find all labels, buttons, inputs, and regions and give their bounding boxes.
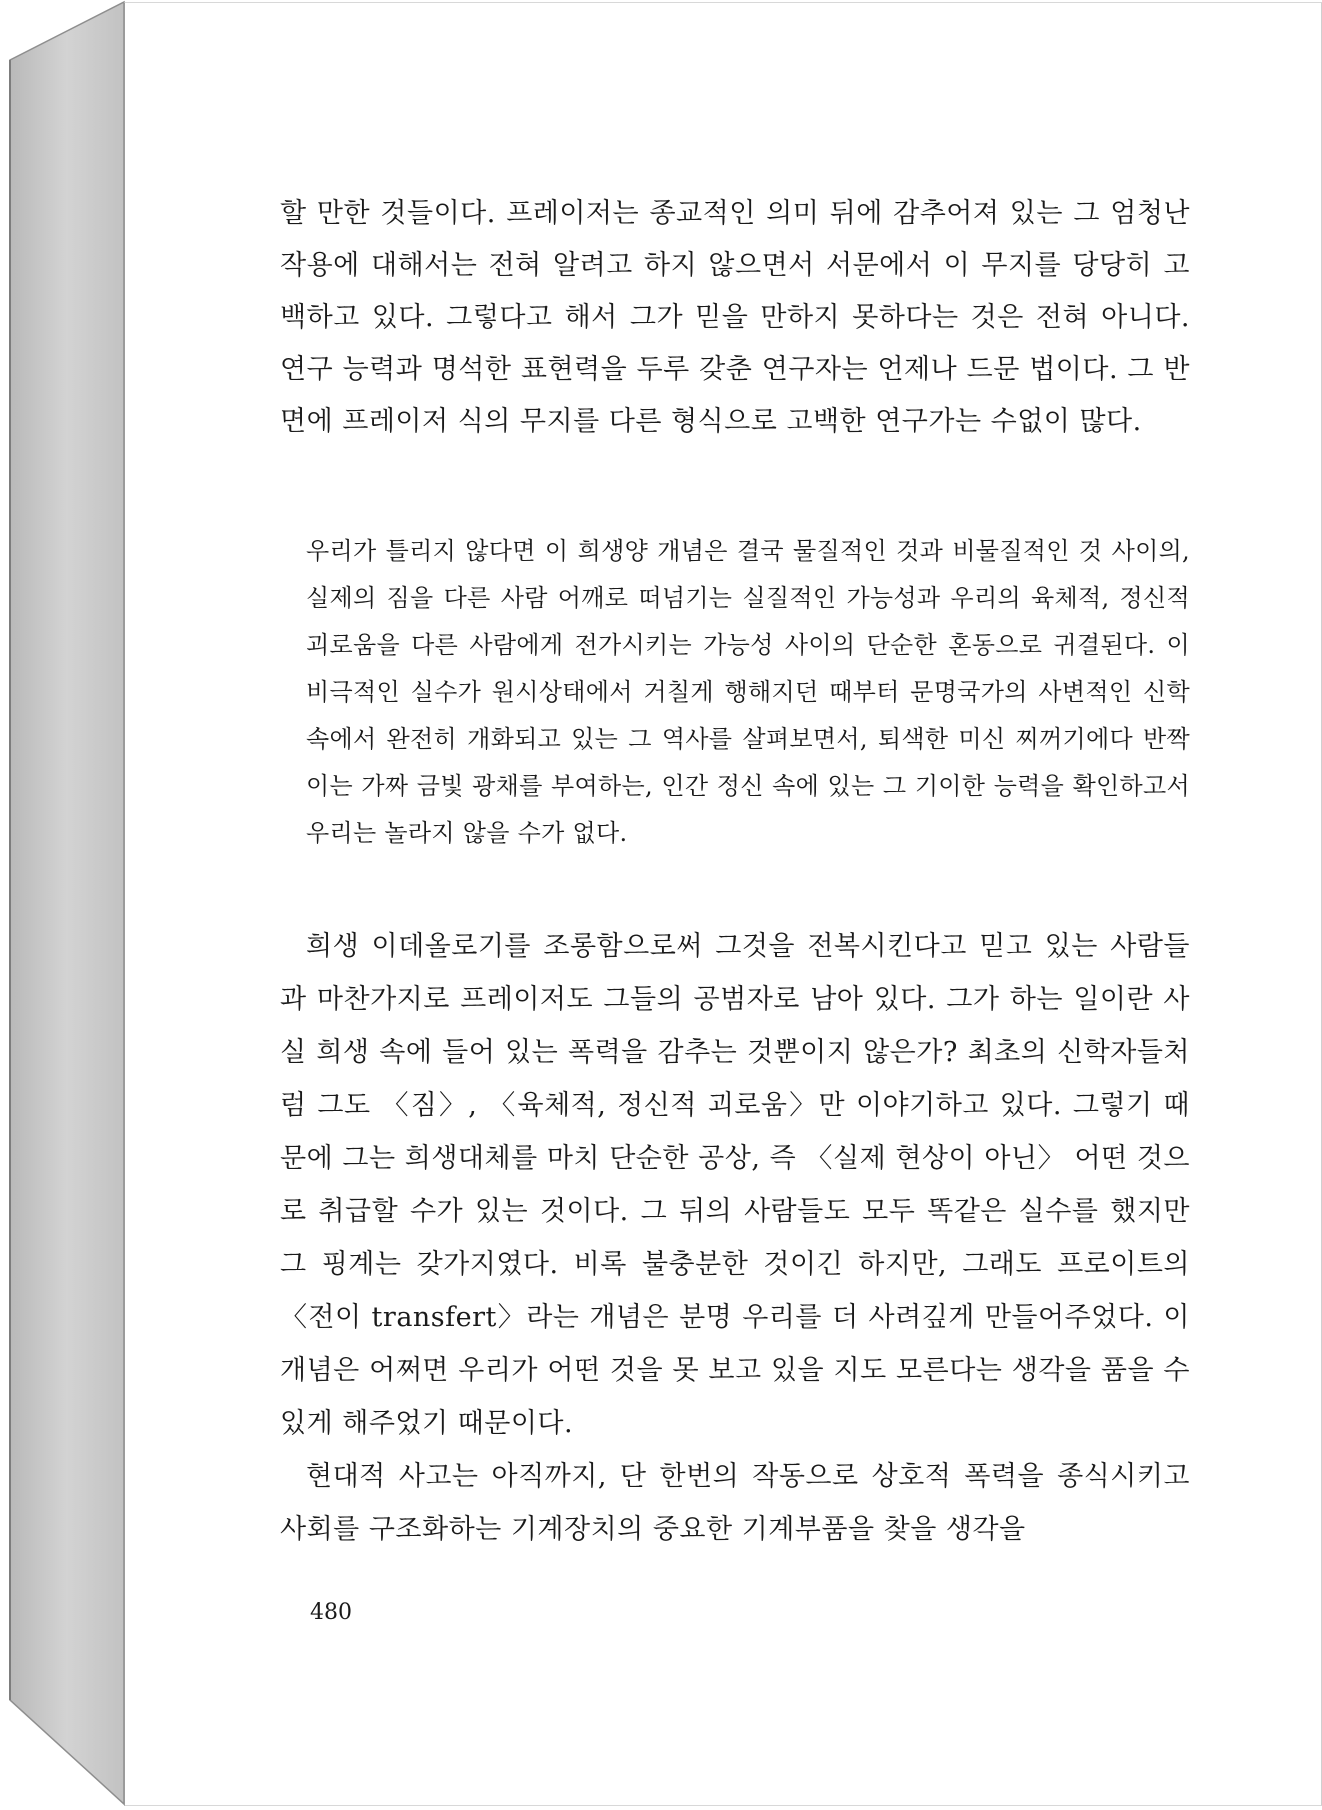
page-number: 480	[310, 1600, 352, 1625]
block-quote	[306, 528, 1190, 857]
body-paragraph-3: 현대적 사고는 아직까지, 단 한번의 작동으로 상호적 폭력을 종식시키고 사회를 구조화하는 기계장치의 중요한 기계부품을 찾을 생각을	[280, 1461, 1190, 1545]
body-paragraph-1: 할 만한 것들이다. 프레이저는 종교적인 의미 뒤에 감추어져 있는 그 엄청난 작용에 대해서는 전혀 알려고 하지 않으면서 서문에서 이 무지를 당당히 고백하고 있다. 그렇다고 해서 그가 믿을 만하지 못하다는 것은 전혀 아니다. 연구 능력과 명석한 표현력을 두루 갖춘 연구자는 언제나 드문 법이다. 그 반면에 프레이저 식의 무지를 다른 형식으로 고백한 연구가는 수없이 많다.	[280, 198, 1190, 437]
block-quote-text: 우리가 틀리지 않다면 이 희생양 개념은 결국 물질적인 것과 비물질적인 것 사이의, 실제의 짐을 다른 사람 어깨로 떠넘기는 실질적인 가능성과 우리의 육체적, 정신적 괴로움을 다른 사람에게 전가시키는 가능성 사이의 단순한 혼동으로 귀결된다. 이 비극적인 실수가 원시상태에서 거칠게 행해지던 때부터 문명국가의 사변적인 신학 속에서 완전히 개화되고 있는 그 역사를 살펴보면서, 퇴색한 미신 찌꺼기에다 반짝이는 가짜 금빛 광채를 부여하는, 인간 정신 속에 있는 그 기이한 능력을 확인하고서 우리는 놀라지 않을 수가 없다.	[306, 537, 1190, 847]
body-paragraph-2: 희생 이데올로기를 조롱함으로써 그것을 전복시킨다고 믿고 있는 사람들과 마찬가지로 프레이저도 그들의 공범자로 남아 있다. 그가 하는 일이란 사실 희생 속에 들어 있는 폭력을 감추는 것뿐이지 않은가? 최초의 신학자들처럼 그도 〈짐〉, 〈육체적, 정신적 괴로움〉만 이야기하고 있다. 그렇기 때문에 그는 희생대체를 마치 단순한 공상, 즉 〈실제 현상이 아닌〉 어떤 것으로 취급할 수가 있는 것이다. 그 뒤의 사람들도 모두 똑같은 실수를 했지만 그 핑계는 갖가지였다. 비록 불충분한 것이긴 하지만, 그래도 프로이트의 〈전이 transfert〉라는 개념은 분명 우리를 더 사려깊게 만들어주었다. 이 개념은 어쩌면 우리가 어떤 것을 못 보고 있을 지도 모른다는 생각을 품을 수 있게 해주었기 때문이다.	[280, 931, 1190, 1439]
